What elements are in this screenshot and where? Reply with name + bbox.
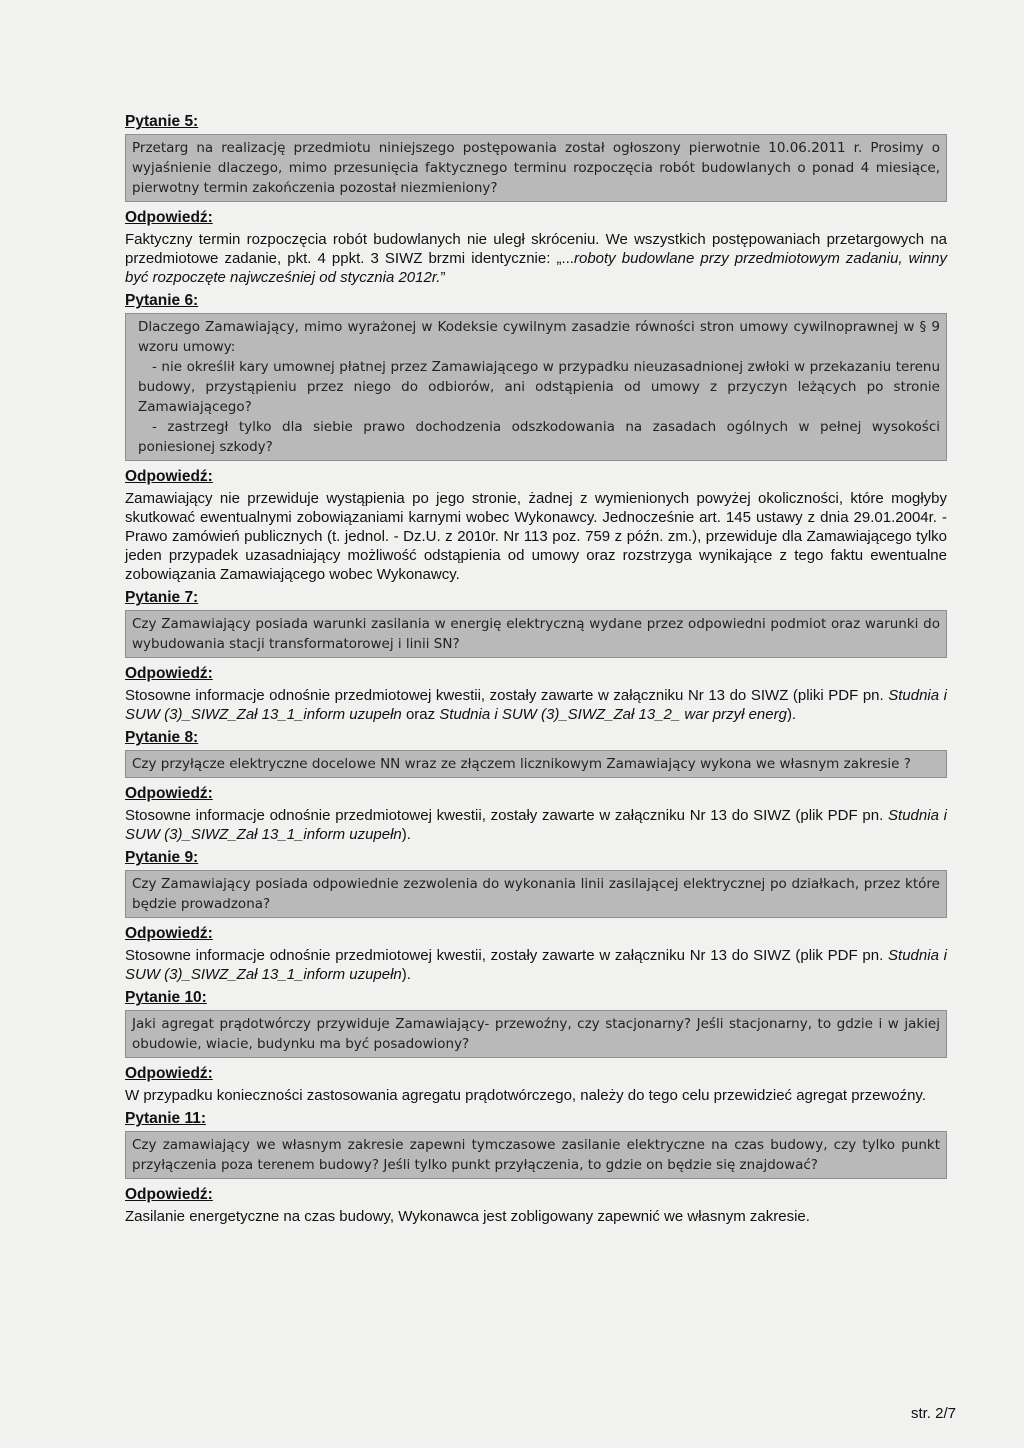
qa-block-7 [125,588,947,724]
qa-content [125,112,947,1230]
answer-heading: Odpowiedź: [125,925,213,942]
answer-text: Zamawiający nie przewiduje wystąpienia po jego stronie, żadnej z wymienionych powyżej okoliczności, które mogłyby skutkować ewentualnymi zobowiązaniami karnymi wobec Wykonawcy. Jednocześnie art. 145 ustawy z dnia 29.01.2004r. - Prawo zamówień publicznych (t. jednol. - Dz.U. z 2010r. Nr 113 poz. 759 z późn. zm.), przewiduje dla Zamawiającego tylko jeden przypadek uzasadniający możliwość odstąpienia od umowy oraz rozstrzyga wynikające z tego faktu ewentualne zobowiązania Zamawiającego wobec Wykonawcy. [125,490,947,583]
qa-block-10 [125,988,947,1105]
question-box: Czy Zamawiający posiada odpowiednie zezwolenia do wykonania linii zasilającej elektrycznej po działkach, przez które będzie prowadzona? [125,870,947,918]
answer-heading: Odpowiedź: [125,1065,213,1082]
answer-heading: Odpowiedź: [125,1186,213,1203]
answer-text: Stosowne informacje odnośnie przedmiotowej kwestii, zostały zawarte w załączniku Nr 13 do SIWZ (pliki PDF pn. Studnia i SUW (3)_SIWZ_Zał 13_1_inform uzupełn oraz Studnia i SUW (3)_SIWZ_Zał 13_2_ war przył energ). [125,687,947,723]
qa-block-5 [125,112,947,287]
answer-heading: Odpowiedź: [125,209,213,226]
answer-text: W przypadku konieczności zastosowania agregatu prądotwórczego, należy do tego celu przewidzieć agregat przewoźny. [125,1087,926,1104]
qa-block-6 [125,291,947,584]
page-number: str. 2/7 [910,1405,956,1422]
qa-block-8 [125,728,947,844]
question-heading: Pytanie 5: [125,113,199,130]
question-heading: Pytanie 10: [125,989,207,1006]
qa-block-11 [125,1109,947,1226]
question-box: Czy Zamawiający posiada warunki zasilania w energię elektryczną wydane przez odpowiedni podmiot oraz warunki do wybudowania stacji transformatorowej i linii SN? [125,610,947,658]
answer-text: Zasilanie energetyczne na czas budowy, Wykonawca jest zobligowany zapewnić we własnym zakresie. [125,1208,810,1225]
question-heading: Pytanie 11: [125,1110,206,1127]
answer-text: Stosowne informacje odnośnie przedmiotowej kwestii, zostały zawarte w załączniku Nr 13 do SIWZ (plik PDF pn. Studnia i SUW (3)_SIWZ_Zał 13_1_inform uzupełn). [125,807,947,843]
answer-text: Stosowne informacje odnośnie przedmiotowej kwestii, zostały zawarte w załączniku Nr 13 do SIWZ (plik PDF pn. Studnia i SUW (3)_SIWZ_Zał 13_1_inform uzupełn). [125,947,947,983]
question-heading: Pytanie 7: [125,589,199,606]
qa-block-9 [125,848,947,984]
question-box: Czy przyłącze elektryczne docelowe NN wraz ze złączem licznikowym Zamawiający wykona we własnym zakresie ? [125,750,947,778]
question-box: Dlaczego Zamawiający, mimo wyrażonej w Kodeksie cywilnym zasadzie równości stron umowy cywilnoprawnej w § 9 wzoru umowy: - nie określił kary umownej płatnej przez Zamawiającego w przypadku nieuzasadnionej zwłoki w przekazaniu terenu budowy, przystąpieniu przez niego do odbiorów, ani odstąpienia od umowy z przyczyn leżących po stronie Zamawiającego? - zastrzegł tylko dla siebie prawo dochodzenia odszkodowania na zasadach ogólnych w pełnej wysokości poniesionej szkody? [125,313,947,461]
answer-heading: Odpowiedź: [125,468,213,485]
answer-heading: Odpowiedź: [125,665,213,682]
question-box: Czy zamawiający we własnym zakresie zapewni tymczasowe zasilanie elektryczne na czas budowy, czy tylko punkt przyłączenia poza terenem budowy? Jeśli tylko punkt przyłączenia, to gdzie on będzie się znajdować? [125,1131,947,1179]
question-box: Jaki agregat prądotwórczy przywiduje Zamawiający- przewoźny, czy stacjonarny? Jeśli stacjonarny, to gdzie i w jakiej obudowie, wiacie, budynku ma być posadowiony? [125,1010,947,1058]
answer-text: Faktyczny termin rozpoczęcia robót budowlanych nie uległ skróceniu. We wszystkich postępowaniach przetargowych na przedmiotowe zadanie, pkt. 4 ppkt. 3 SIWZ brzmi identycznie: „...roboty budowlane przy przedmiotowym zadaniu, winny być rozpoczęte najwcześniej od stycznia 2012r.” [125,231,948,286]
question-heading: Pytanie 6: [125,292,199,309]
answer-heading: Odpowiedź: [125,785,213,802]
question-heading: Pytanie 8: [125,729,199,746]
question-heading: Pytanie 9: [125,849,199,866]
question-box: Przetarg na realizację przedmiotu niniejszego postępowania został ogłoszony pierwotnie 10.06.2011 r. Prosimy o wyjaśnienie dlaczego, mimo przesunięcia faktycznego terminu rozpoczęcia robót budowlanych o ponad 4 miesiące, pierwotny termin zakończenia pozostał niezmieniony? [125,134,947,202]
